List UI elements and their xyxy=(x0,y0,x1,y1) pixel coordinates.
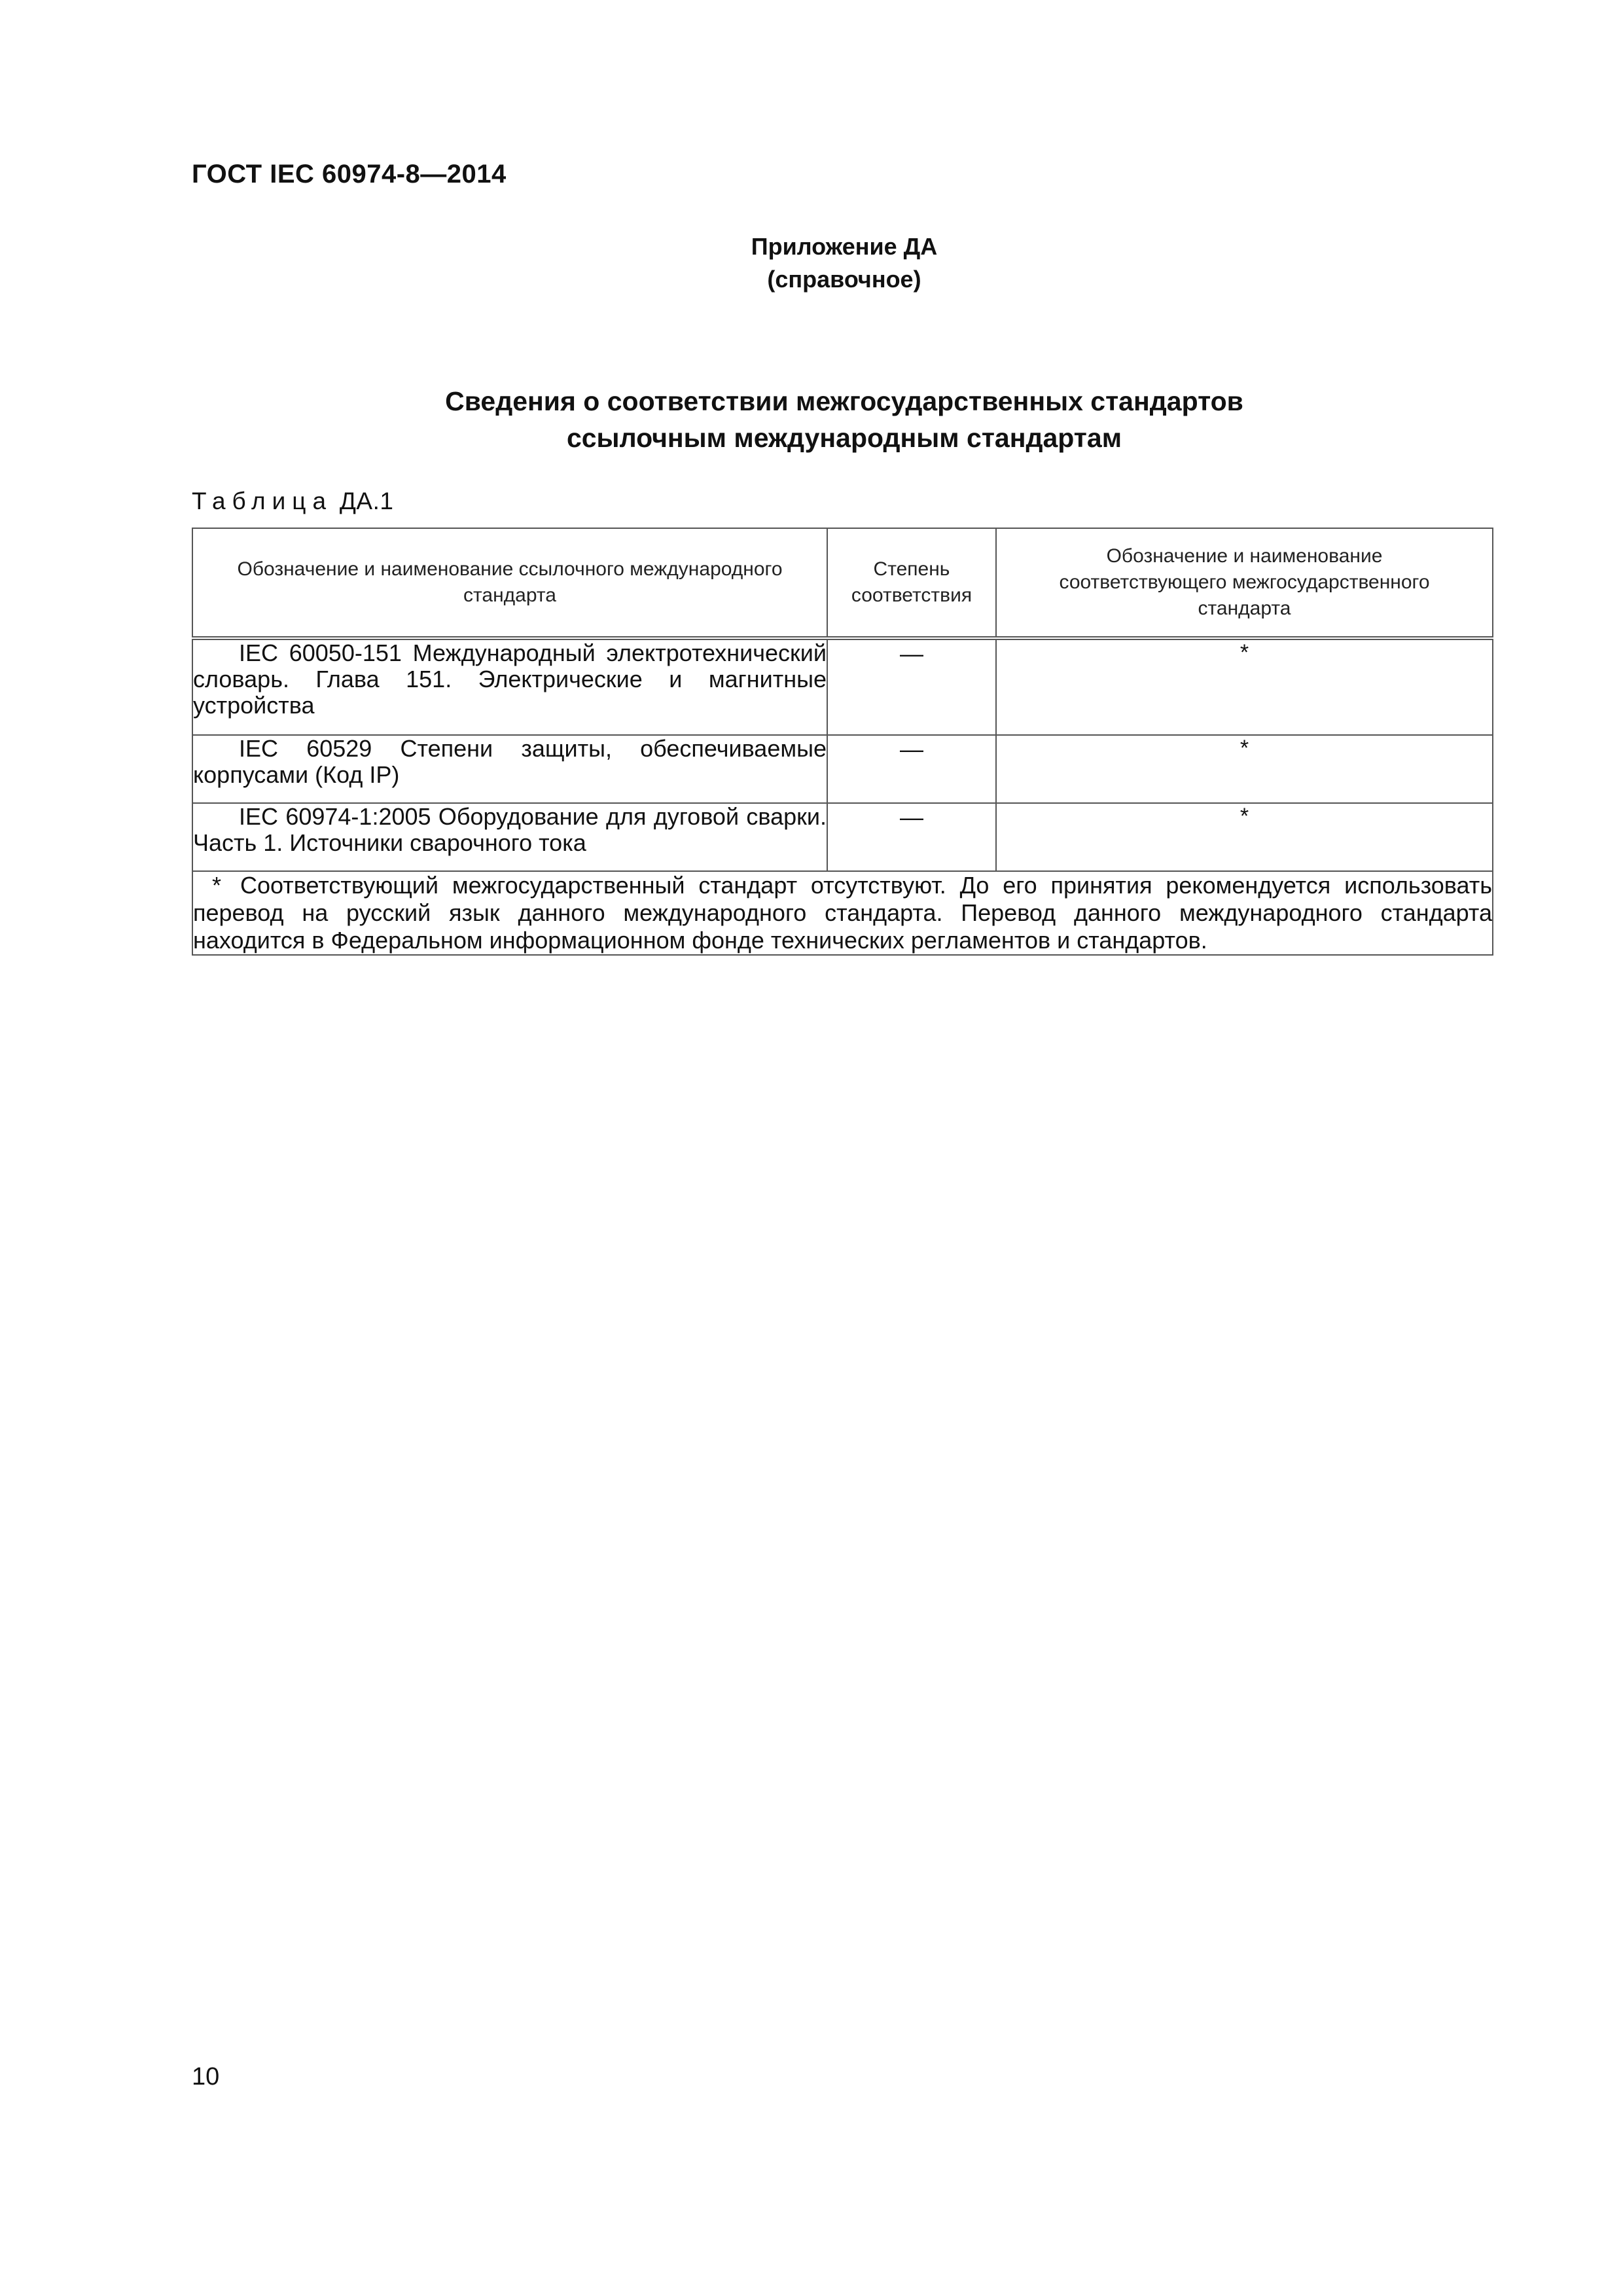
equivalent-cell: * xyxy=(996,803,1493,871)
table-row xyxy=(192,638,1493,735)
equivalent-cell: * xyxy=(996,638,1493,735)
equivalent-cell: * xyxy=(996,735,1493,803)
standard-name: IEC 60050-151 Международный электротехнический словарь. Глава 151. Электрические и магнитные устройства xyxy=(193,639,827,719)
table-footnote-row xyxy=(192,871,1493,955)
section-heading-line-2: ссылочным международным стандартам xyxy=(566,423,1122,453)
standard-name-cell xyxy=(192,803,827,871)
appendix-title: Приложение ДА xyxy=(751,233,938,260)
table-header-row xyxy=(192,528,1493,638)
section-heading-line-1: Сведения о соответствии межгосударственных стандартов xyxy=(445,386,1243,416)
footnote-mark: * xyxy=(211,872,221,899)
degree-cell: — xyxy=(827,803,996,871)
standard-name: IEC 60974-1:2005 Оборудование для дуговой сварки. Часть 1. Источники сварочного тока xyxy=(193,803,827,856)
header-interstate-standard: Обозначение и наименование соответствующего межгосударственного стандарта xyxy=(996,528,1493,638)
document-code: ГОСТ IEC 60974-8—2014 xyxy=(192,160,507,188)
table-caption-word: Таблица xyxy=(192,488,333,514)
footnote-cell xyxy=(192,871,1493,955)
header-degree-of-correspondence: Степень соответствия xyxy=(827,528,996,638)
standard-name-cell xyxy=(192,638,827,735)
table-caption xyxy=(192,488,393,515)
standard-name: IEC 60529 Степени защиты, обеспечиваемые корпусами (Код IP) xyxy=(193,735,827,788)
table-row xyxy=(192,803,1493,871)
header-international-standard: Обозначение и наименование ссылочного международного стандарта xyxy=(192,528,827,638)
footnote-text: Соответствующий межгосударственный стандарт отсутствуют. До его принятия рекомендуется использовать перевод на русский язык данного международного стандарта. Перевод данного международного стандарта находится в Федеральном информационном фонде технических регламентов и стандартов. xyxy=(193,872,1492,954)
table-row xyxy=(192,735,1493,803)
standards-correspondence-table xyxy=(192,528,1493,956)
table-caption-number: ДА.1 xyxy=(339,488,394,514)
degree-cell: — xyxy=(827,638,996,735)
appendix-note: (справочное) xyxy=(767,266,921,293)
degree-cell: — xyxy=(827,735,996,803)
standard-name-cell xyxy=(192,735,827,803)
page-number: 10 xyxy=(192,2063,220,2090)
